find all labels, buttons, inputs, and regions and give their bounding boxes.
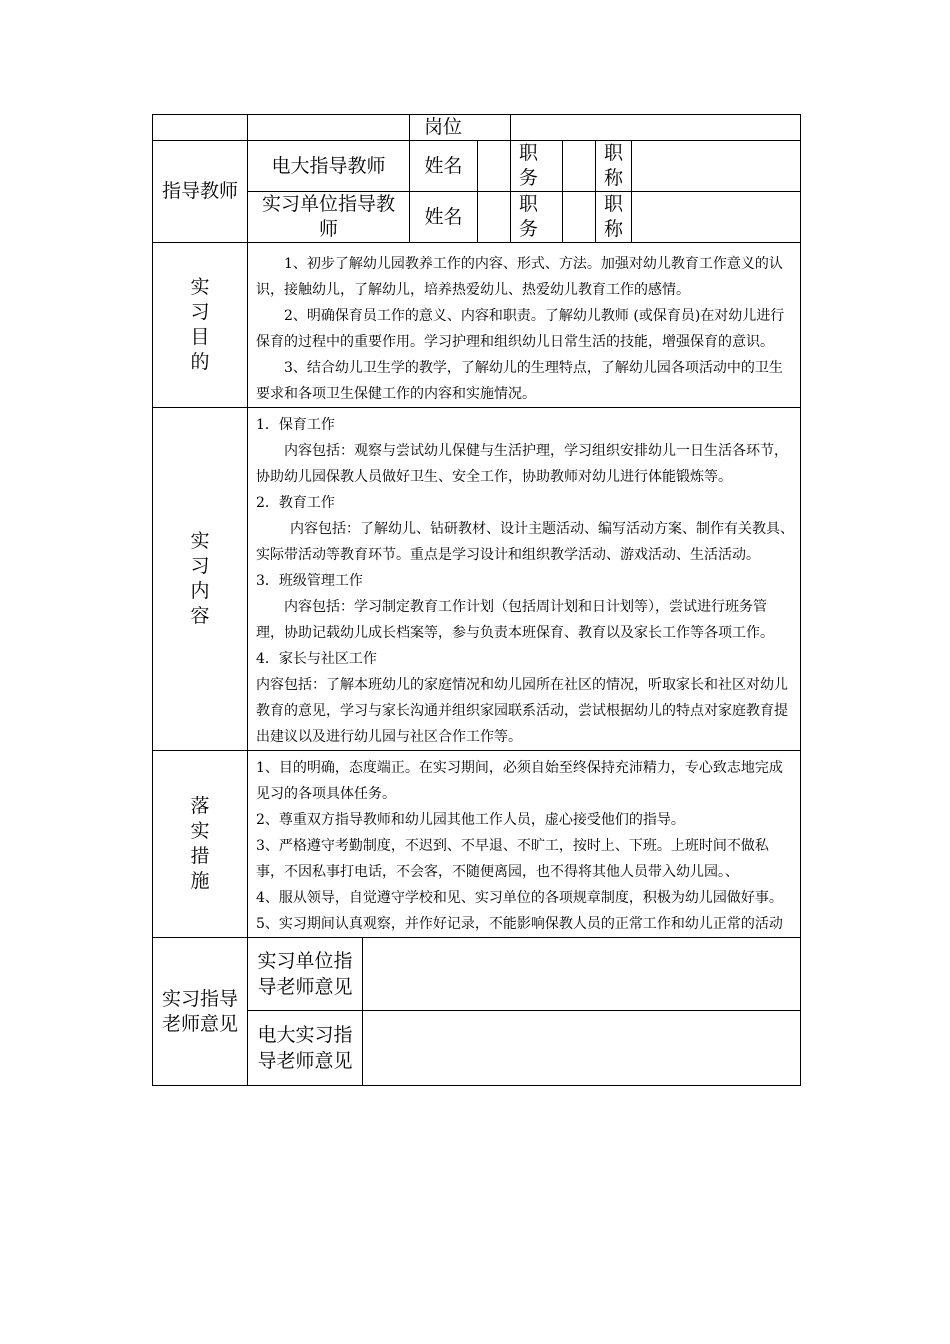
instructor-role-label bbox=[248, 192, 410, 243]
content-section-heading: 3．班级管理工作 bbox=[256, 573, 363, 589]
measures-label bbox=[153, 751, 248, 938]
position-value-field[interactable] bbox=[511, 115, 801, 141]
content-label bbox=[153, 408, 248, 751]
instructor-label: 指导教师 bbox=[153, 141, 248, 243]
instructor-row-2 bbox=[153, 192, 801, 243]
measures-row bbox=[153, 751, 801, 938]
opinion-label-line: 导老师意见 bbox=[257, 1050, 353, 1072]
duty-label-line: 务 bbox=[519, 218, 539, 240]
purpose-paragraph: 3、结合幼儿卫生学的教学，了解幼儿的生理特点，了解幼儿园各项活动中的卫生要求和各项卫生保健工作的内容和实施情况。 bbox=[256, 360, 783, 402]
title-value-field[interactable] bbox=[632, 192, 801, 243]
title-label-line: 职 bbox=[604, 193, 624, 215]
internship-form-table bbox=[152, 114, 801, 1086]
content-row bbox=[153, 408, 801, 751]
duty-label-line: 职 bbox=[519, 193, 539, 215]
measures-label-char: 实 bbox=[190, 820, 210, 842]
measure-item: 3、严格遵守考勤制度，不迟到、不早退、不旷工，按时上、下班。上班时间不做私事，不因私事打电话，不会客，不随便离园，也不得将其他人员带入幼儿园。、 bbox=[256, 838, 769, 880]
opinion-row-1 bbox=[153, 938, 801, 1011]
measure-item: 4、服从领导，自觉遵守学校和见、实习单位的各项规章制度，积极为幼儿园做好事。 bbox=[256, 890, 783, 906]
title-value-field[interactable] bbox=[632, 141, 801, 192]
purpose-label-char: 的 bbox=[190, 351, 210, 373]
purpose-content bbox=[248, 243, 801, 408]
blank-cell bbox=[153, 115, 248, 141]
content-body bbox=[248, 408, 801, 751]
blank-cell bbox=[248, 115, 410, 141]
measures-label-char: 落 bbox=[190, 795, 210, 817]
purpose-row bbox=[153, 243, 801, 408]
duty-value-field[interactable] bbox=[563, 192, 596, 243]
instructor-role-label: 电大指导教师 bbox=[248, 141, 410, 192]
content-label-char: 实 bbox=[190, 530, 210, 552]
content-section-text: 内容包括：观察与尝试幼儿保健与生活护理，学习组织安排幼儿一日生活各环节，协助幼儿园保教人员做好卫生、安全工作，协助教师对幼儿进行体能锻炼等。 bbox=[256, 443, 788, 485]
measures-label-char: 施 bbox=[190, 870, 210, 892]
purpose-label bbox=[153, 243, 248, 408]
measure-item: 2、尊重双方指导教师和幼儿园其他工作人员，虚心接受他们的指导。 bbox=[256, 812, 685, 828]
measures-label-char: 措 bbox=[190, 845, 210, 867]
opinions-label-line: 实习指导 bbox=[161, 987, 238, 1010]
content-label-char: 容 bbox=[190, 605, 210, 627]
name-label: 姓名 bbox=[410, 141, 478, 192]
opinion-source-label bbox=[248, 938, 363, 1011]
purpose-label-char: 目 bbox=[190, 326, 210, 348]
purpose-paragraph: 1、初步了解幼儿园教养工作的内容、形式、方法。加强对幼儿教育工作意义的认识，接触幼儿，了解幼儿，培养热爱幼儿、热爱幼儿教育工作的感情。 bbox=[256, 256, 783, 298]
opinion-label-line: 导老师意见 bbox=[257, 976, 353, 998]
opinion-value-field[interactable] bbox=[363, 938, 801, 1011]
measure-item: 5、实习期间认真观察，并作好记录，不能影响保教人员的正常工作和幼儿正常的活动 bbox=[256, 916, 783, 932]
duty-label-line: 务 bbox=[519, 167, 539, 189]
opinion-row-2 bbox=[153, 1011, 801, 1086]
content-section-text: 内容包括：学习制定教育工作计划（包括周计划和日计划等），尝试进行班务管理，协助记载幼儿成长档案等，参与负责本班保育、教育以及家长工作等各项工作。 bbox=[256, 599, 774, 641]
duty-value-field[interactable] bbox=[563, 141, 596, 192]
purpose-label-char: 实 bbox=[190, 276, 210, 298]
title-label-line: 职 bbox=[604, 142, 624, 164]
opinions-label bbox=[153, 938, 248, 1086]
duty-label bbox=[511, 141, 563, 192]
title-label-line: 称 bbox=[604, 167, 624, 189]
position-label: 岗位 bbox=[410, 115, 511, 141]
purpose-paragraph: 2、明确保育员工作的意义、内容和职责。了解幼儿教师 (或保育员)在对幼儿进行保育的过程中的重要作用。学习护理和组织幼儿日常生活的技能，增强保育的意识。 bbox=[256, 308, 785, 350]
opinion-label-line: 电大实习指 bbox=[257, 1024, 353, 1046]
title-label bbox=[596, 192, 632, 243]
role-label-line: 实习单位指导教 bbox=[261, 193, 395, 215]
measures-body bbox=[248, 751, 801, 938]
duty-label-line: 职 bbox=[519, 142, 539, 164]
content-section-heading: 2．教育工作 bbox=[256, 495, 335, 511]
content-label-char: 内 bbox=[190, 580, 210, 602]
role-label-line: 师 bbox=[318, 218, 338, 240]
duty-label bbox=[511, 192, 563, 243]
name-value-field[interactable] bbox=[478, 141, 511, 192]
title-label bbox=[596, 141, 632, 192]
opinion-source-label bbox=[248, 1011, 363, 1086]
opinions-label-line: 老师意见 bbox=[161, 1012, 238, 1035]
content-section-heading: 4．家长与社区工作 bbox=[256, 651, 377, 667]
instructor-row-1 bbox=[153, 141, 801, 192]
measure-item: 1、目的明确，态度端正。在实习期间，必须自始至终保持充沛精力，专心致志地完成见习的各项具体任务。 bbox=[256, 760, 783, 802]
content-label-char: 习 bbox=[190, 555, 210, 577]
content-section-heading: 1．保育工作 bbox=[256, 417, 335, 433]
content-section-text: 内容包括：了解本班幼儿的家庭情况和幼儿园所在社区的情况，听取家长和社区对幼儿教育的意见，学习与家长沟通并组织家园联系活动，尝试根据幼儿的特点对家庭教育提出建议以及进行幼儿园与社区合作工作等。 bbox=[256, 677, 788, 745]
purpose-label-char: 习 bbox=[190, 301, 210, 323]
title-label-line: 称 bbox=[604, 218, 624, 240]
name-label: 姓名 bbox=[410, 192, 478, 243]
opinion-label-line: 实习单位指 bbox=[257, 950, 353, 972]
position-row bbox=[153, 115, 801, 141]
name-value-field[interactable] bbox=[478, 192, 511, 243]
content-section-text: 内容包括：了解幼儿、钻研教材、设计主题活动、编写活动方案、制作有关教具、实际带活动等教育环节。重点是学习设计和组织教学活动、游戏活动、生活活动。 bbox=[256, 521, 794, 563]
opinion-value-field[interactable] bbox=[363, 1011, 801, 1086]
